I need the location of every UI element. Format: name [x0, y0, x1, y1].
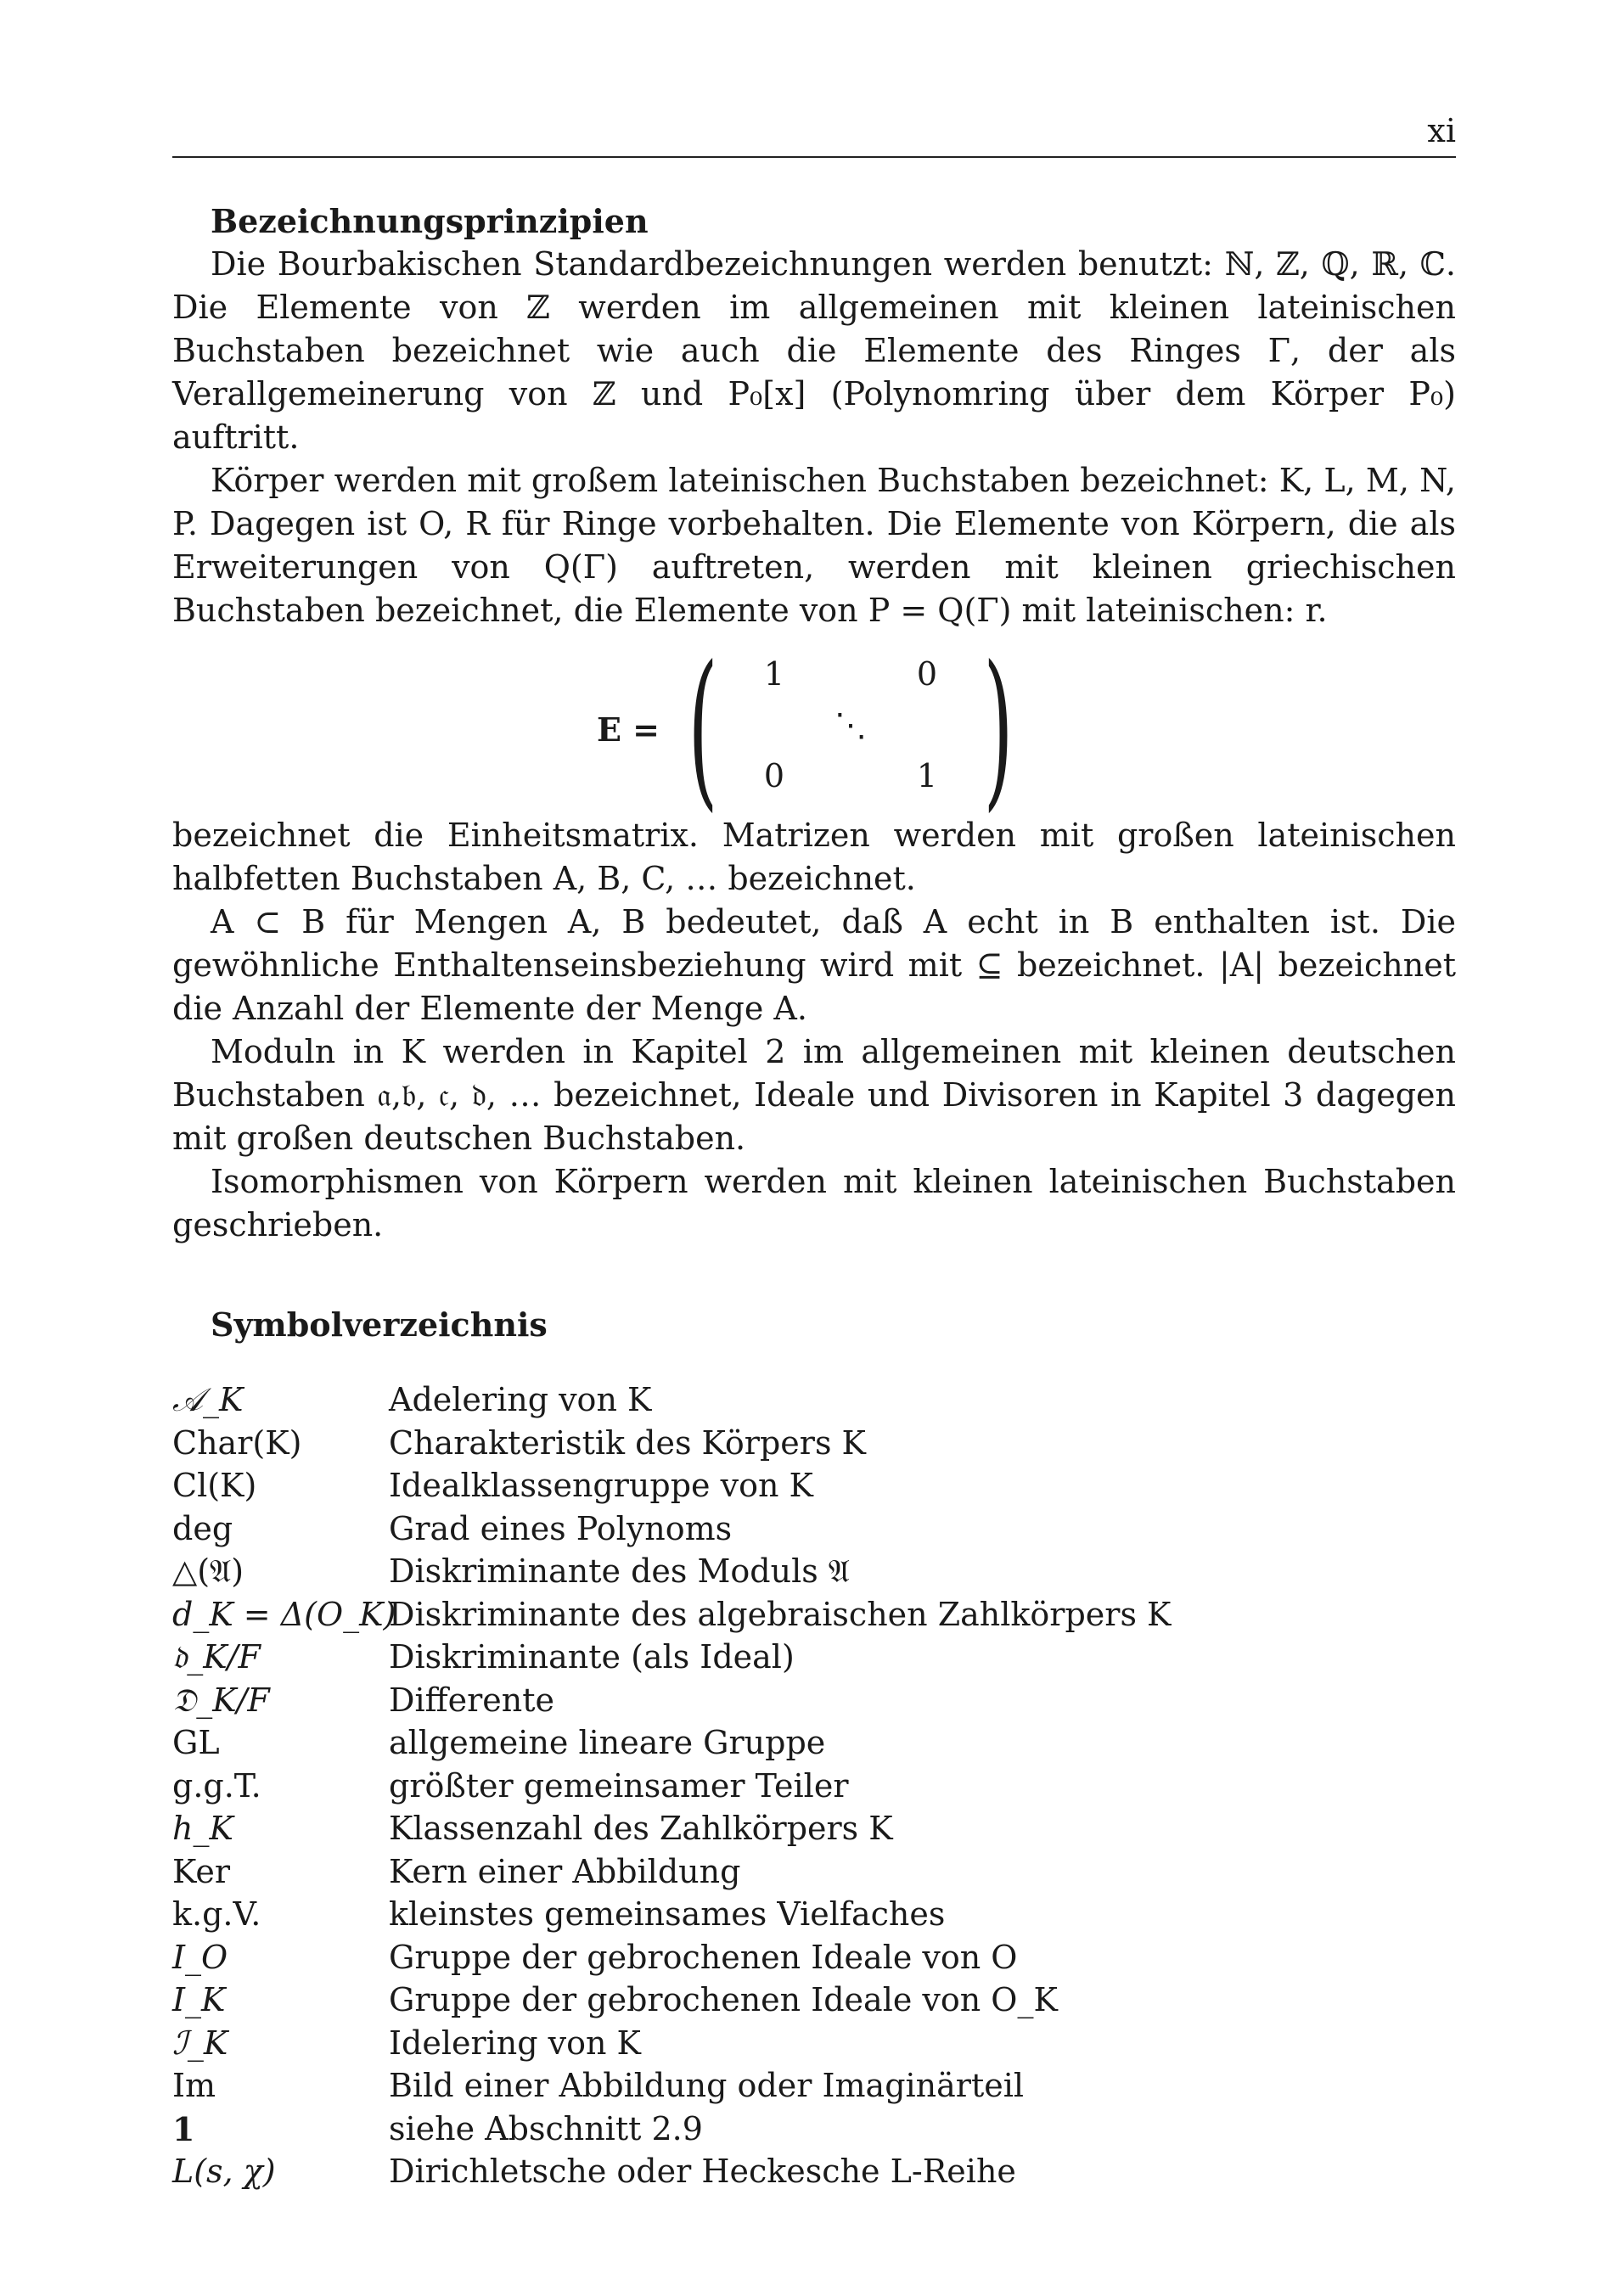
- symbol-list: [172, 1378, 1172, 2193]
- symbol: I_K: [172, 1981, 226, 2018]
- symbol: 𝒜_K: [172, 1381, 244, 1418]
- symbol: h_K: [172, 1810, 233, 1847]
- paragraph-modules: Moduln in K werden in Kapitel 2 im allgemeinen mit kleinen deutschen Buchstaben 𝔞,𝔟, 𝔠, 𝔡, … bezeichnet, Ideale und Divisoren in Kapitel 3 dagegen mit großen deutschen Buchstaben.: [172, 1033, 1456, 1157]
- symbol-row: [172, 1507, 1157, 1551]
- symbol-row: [172, 1936, 1157, 1979]
- symbol-row: [172, 1550, 1157, 1593]
- matrix-cell: 1: [763, 655, 785, 693]
- symbol-row: [172, 2108, 1157, 2151]
- symbol: △(𝔄): [172, 1552, 244, 1590]
- symbol-description: Idealklassengruppe von K: [389, 1467, 813, 1504]
- symbol: L(s, χ): [172, 2153, 276, 2190]
- header-rule: [172, 156, 1456, 158]
- symbol: 𝔡_K/F: [172, 1638, 261, 1676]
- symbol: Char(K): [172, 1423, 302, 1462]
- symbol-description: größter gemeinsamer Teiler: [389, 1766, 849, 1805]
- symbol-row: [172, 1679, 1157, 1722]
- symbol-row: [172, 1422, 1157, 1465]
- symbol: g.g.T.: [172, 1766, 261, 1805]
- symbol-description: Diskriminante (als Ideal): [389, 1638, 795, 1676]
- symbol-description: Gruppe der gebrochenen Ideale von O: [389, 1938, 1018, 1976]
- symbol-row: [172, 1378, 1157, 1422]
- symbol-description: Klassenzahl des Zahlkörpers K: [389, 1810, 893, 1847]
- symbol-description: siehe Abschnitt 2.9: [389, 2109, 703, 2147]
- symbol-description: Differente: [389, 1681, 554, 1719]
- paragraph-subset: A ⊂ B für Mengen A, B bedeutet, daß A echt in B enthalten ist. Die gewöhnliche Enthaltenseinsbeziehung wird mit ⊆ bezeichnet. |A| bezeichnet die Anzahl der Elemente der Menge A.: [172, 903, 1456, 1027]
- symbol: Im: [172, 2067, 216, 2104]
- symbol-row: [172, 1464, 1157, 1507]
- symbol: I_O: [172, 1938, 228, 1976]
- symbol: ℐ_K: [172, 2024, 228, 2062]
- symbol-description: Diskriminante des algebraischen Zahlkörpers K: [389, 1595, 1172, 1633]
- section-heading-notation: Bezeichnungsprinzipien: [211, 202, 649, 240]
- symbol-row: [172, 1850, 1157, 1894]
- symbol-row: [172, 2064, 1157, 2108]
- symbol-description: Adelering von K: [389, 1381, 652, 1418]
- matrix-cell: [812, 755, 889, 806]
- matrix-cell: 1: [916, 757, 938, 794]
- symbol-row: [172, 1979, 1157, 2022]
- paragraph-fields: Körper werden mit großem lateinischen Buchstaben bezeichnet: K, L, M, N, P. Dagegen ist O, R für Ringe vorbehalten. Die Elemente von Körpern, die als Erweiterungen von Q(Γ) auftreten, werden mit kleinen griechischen Buchstaben bezeichnet, die Elemente von P = Q(Γ) mit lateinischen: r.: [172, 462, 1456, 629]
- matrix-grid: [736, 653, 965, 806]
- matrix-cell: [889, 704, 965, 755]
- symbol: GL: [172, 1724, 220, 1761]
- identity-matrix: [172, 630, 1456, 828]
- symbol-description: Grad eines Polynoms: [389, 1509, 733, 1547]
- matrix-cell: ⋱: [834, 706, 868, 744]
- symbol-description: Diskriminante des Moduls 𝔄: [389, 1552, 850, 1590]
- symbol: 1: [172, 2109, 195, 2148]
- symbol-description: allgemeine lineare Gruppe: [389, 1724, 826, 1761]
- symbol-description: Kern einer Abbildung: [389, 1852, 741, 1890]
- symbol-row: [172, 1893, 1157, 1936]
- page-content: [172, 199, 1456, 2193]
- paragraph-identity-matrix: bezeichnet die Einheitsmatrix. Matrizen werden mit großen lateinischen halbfetten Buchstaben A, B, C, … bezeichnet.: [172, 817, 1456, 897]
- symbol-row: [172, 1593, 1172, 1636]
- section-heading-symbols: Symbolverzeichnis: [211, 1305, 548, 1344]
- symbol-row: [172, 2022, 1157, 2065]
- matrix-cell: [736, 704, 812, 755]
- matrix-left-paren: (: [688, 630, 718, 828]
- paragraph-standard-notation: Die Bourbakischen Standardbezeichnungen werden benutzt: ℕ, ℤ, ℚ, ℝ, ℂ. Die Elemente von ℤ werden im allgemeinen mit kleinen lateinischen Buchstaben bezeichnet wie auch die Elemente des Ringes Γ, der als Verallgemeinerung von ℤ und P₀[x] (Polynomring über dem Körper P₀) auftritt.: [172, 245, 1456, 456]
- matrix-right-paren: ): [983, 630, 1014, 828]
- symbol: d_K = Δ(O_K): [172, 1595, 396, 1633]
- symbol: deg: [172, 1509, 233, 1547]
- symbol-description: Bild einer Abbildung oder Imaginärteil: [389, 2067, 1025, 2104]
- symbol-row: [172, 1765, 1157, 1808]
- symbol-description: Gruppe der gebrochenen Ideale von O_K: [389, 1981, 1058, 2018]
- symbol: Ker: [172, 1852, 231, 1890]
- symbol-row: [172, 2150, 1157, 2193]
- symbol-row: [172, 1807, 1157, 1850]
- symbol-description: kleinstes gemeinsames Vielfaches: [389, 1895, 946, 1933]
- matrix-cell: [812, 653, 889, 704]
- symbol: 𝔇_K/F: [172, 1681, 270, 1719]
- symbol-row: [172, 1636, 1157, 1679]
- symbol: k.g.V.: [172, 1895, 261, 1933]
- page-number: xi: [1427, 112, 1456, 149]
- symbol-row: [172, 1721, 1157, 1765]
- symbol-description: Charakteristik des Körpers K: [389, 1423, 866, 1462]
- matrix-label: E =: [596, 710, 660, 749]
- symbol-description: Dirichletsche oder Heckesche L-Reihe: [389, 2153, 1016, 2190]
- paragraph-isomorphisms: Isomorphismen von Körpern werden mit kleinen lateinischen Buchstaben geschrieben.: [172, 1163, 1456, 1243]
- matrix-cell: 0: [916, 655, 938, 693]
- matrix-cell: 0: [763, 757, 785, 794]
- symbol-description: Idelering von K: [389, 2024, 641, 2062]
- symbol: Cl(K): [172, 1467, 257, 1504]
